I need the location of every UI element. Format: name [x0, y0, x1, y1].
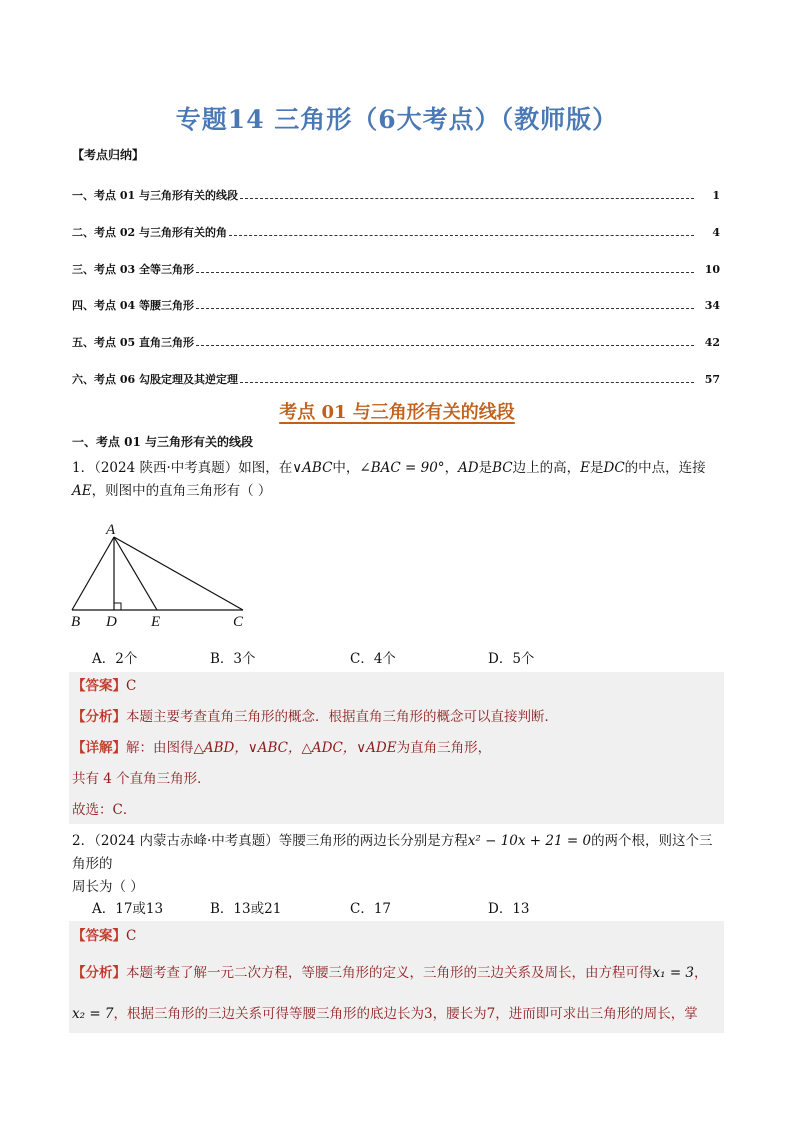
- sub-heading: 一、考点 01 与三角形有关的线段: [72, 435, 254, 449]
- toc-leader: [229, 235, 694, 236]
- option-c[interactable]: C．4个: [350, 651, 396, 667]
- label-d: D: [106, 614, 117, 630]
- page-title: 专题14 三角形（6大考点）（教师版）: [175, 105, 619, 134]
- toc-page-number: 10: [704, 263, 720, 276]
- q1-text: 中，: [332, 460, 360, 476]
- segment-ac: [114, 537, 243, 610]
- analysis-text: 本题主要考查直角三角形的概念．根据直角三角形的概念可以直接判断．: [126, 709, 558, 725]
- q1-dc: DC: [603, 460, 625, 476]
- q1-line2: ，则图中的直角三角形有（ ）: [91, 483, 272, 499]
- q1-analysis: [72, 706, 724, 728]
- toc-heading: 【考点归纳】: [72, 148, 145, 162]
- q1-triangle: ∨ABC: [292, 460, 333, 476]
- analysis-text: 本题考查了解一元二次方程，等腰三角形的定义，三角形的三边关系及周长，由方程可得: [126, 965, 653, 981]
- label-c: C: [233, 614, 244, 630]
- q1-text: ，: [444, 460, 459, 476]
- option-a[interactable]: A．17或13: [92, 901, 164, 917]
- q1-angle: ∠BAC = 90°: [359, 460, 445, 476]
- toc-leader: [196, 308, 694, 309]
- toc-label: 五、考点 05 直角三角形: [72, 336, 194, 349]
- q1-answer: [72, 675, 724, 697]
- toc-item-4[interactable]: [72, 297, 720, 313]
- section-title: [0, 398, 794, 424]
- q2-suffix: 的两个根，则这个三角形的: [72, 833, 713, 872]
- detail-triangles: △ABD，∨ABC，△ADC，∨ADE: [193, 740, 397, 756]
- toc-leader: [240, 198, 694, 199]
- toc-label: 一、考点 01 与三角形有关的线段: [72, 189, 238, 202]
- toc-item-5[interactable]: [72, 334, 720, 350]
- option-d[interactable]: D．13: [488, 901, 530, 917]
- right-angle-mark: [114, 603, 121, 610]
- toc-label: 四、考点 04 等腰三角形: [72, 299, 194, 312]
- q1-ad: AD: [458, 460, 479, 476]
- analysis-x2: x₂ = 7: [72, 1006, 114, 1022]
- analysis-x1-tail: ，: [694, 965, 708, 981]
- label-a: A: [106, 522, 116, 538]
- q1-bc: BC: [492, 460, 513, 476]
- analysis-text-2: ，根据三角形的三边关系可得等腰三角形的底边长为3，腰长为7，进而即可求出三角形的周长，掌: [113, 1006, 698, 1022]
- q1-text: 是: [590, 460, 604, 476]
- toc-label: 三、考点 03 全等三角形: [72, 263, 194, 276]
- q2-answer: [72, 925, 724, 947]
- q1-ae: AE: [72, 483, 92, 499]
- question-2-text: [72, 830, 722, 899]
- toc-item-2[interactable]: [72, 224, 720, 240]
- q2-equation: x² − 10x + 21 = 0: [467, 833, 592, 849]
- q2-line2: 周长为（ ）: [72, 879, 144, 895]
- toc-leader: [196, 345, 694, 346]
- analysis-tag: 【分析】: [72, 709, 126, 725]
- q1-detail-line2: 共有 4 个直角三角形．: [72, 771, 211, 787]
- q2-analysis: [72, 962, 724, 984]
- toc-page-number: 34: [704, 299, 720, 312]
- q1-e: E: [580, 460, 591, 476]
- q2-analysis-line2: [72, 1003, 724, 1025]
- q1-detail-line3: 故选：C．: [72, 802, 137, 818]
- toc-item-1[interactable]: [72, 187, 720, 203]
- toc-item-6[interactable]: [72, 371, 720, 387]
- toc-page-number: 4: [712, 226, 720, 239]
- option-a[interactable]: A．2个: [92, 651, 138, 667]
- toc-label: 六、考点 06 勾股定理及其逆定理: [72, 373, 238, 386]
- detail-tag: 【详解】: [72, 740, 126, 756]
- analysis-tag: 【分析】: [72, 965, 126, 981]
- label-b: B: [71, 614, 81, 630]
- option-b[interactable]: B．13或21: [210, 901, 282, 917]
- q1-detail: [72, 737, 724, 759]
- segment-ab: [72, 537, 114, 610]
- analysis-x1: x₁ = 3: [652, 965, 695, 981]
- option-b[interactable]: B．3个: [210, 651, 256, 667]
- segment-ae: [114, 537, 157, 610]
- toc-leader: [240, 382, 694, 383]
- q1-options: [92, 647, 732, 667]
- detail-suffix: 为直角三角形，: [396, 740, 492, 756]
- q1-prefix: 1．（2024 陕西·中考真题）如图，在: [72, 460, 293, 476]
- label-e: E: [151, 614, 161, 630]
- q1-text: 的中点，连接: [624, 460, 706, 476]
- toc-page-number: 1: [712, 189, 720, 202]
- question-1-text: [72, 457, 722, 503]
- detail-prefix: 解：由图得: [126, 740, 194, 756]
- option-d[interactable]: D．5个: [488, 651, 535, 667]
- q2-prefix: 2．（2024 内蒙古赤峰·中考真题）等腰三角形的两边长分别是方程: [72, 833, 468, 849]
- answer-tag: 【答案】: [72, 928, 126, 944]
- option-c[interactable]: C．17: [350, 901, 392, 917]
- toc-item-3[interactable]: [72, 261, 720, 277]
- triangle-figure: [62, 518, 262, 633]
- toc-page-number: 57: [704, 373, 720, 386]
- toc-page-number: 42: [704, 336, 720, 349]
- toc-leader: [196, 272, 694, 273]
- q1-text: 边上的高，: [512, 460, 581, 476]
- q2-options: [92, 897, 732, 917]
- answer-value: C: [126, 928, 137, 944]
- answer-tag: 【答案】: [72, 678, 126, 694]
- toc-label: 二、考点 02 与三角形有关的角: [72, 226, 227, 239]
- section-title-text: 考点 01 与三角形有关的线段: [279, 402, 515, 423]
- q1-text: 是: [478, 460, 493, 476]
- answer-value: C: [126, 678, 137, 694]
